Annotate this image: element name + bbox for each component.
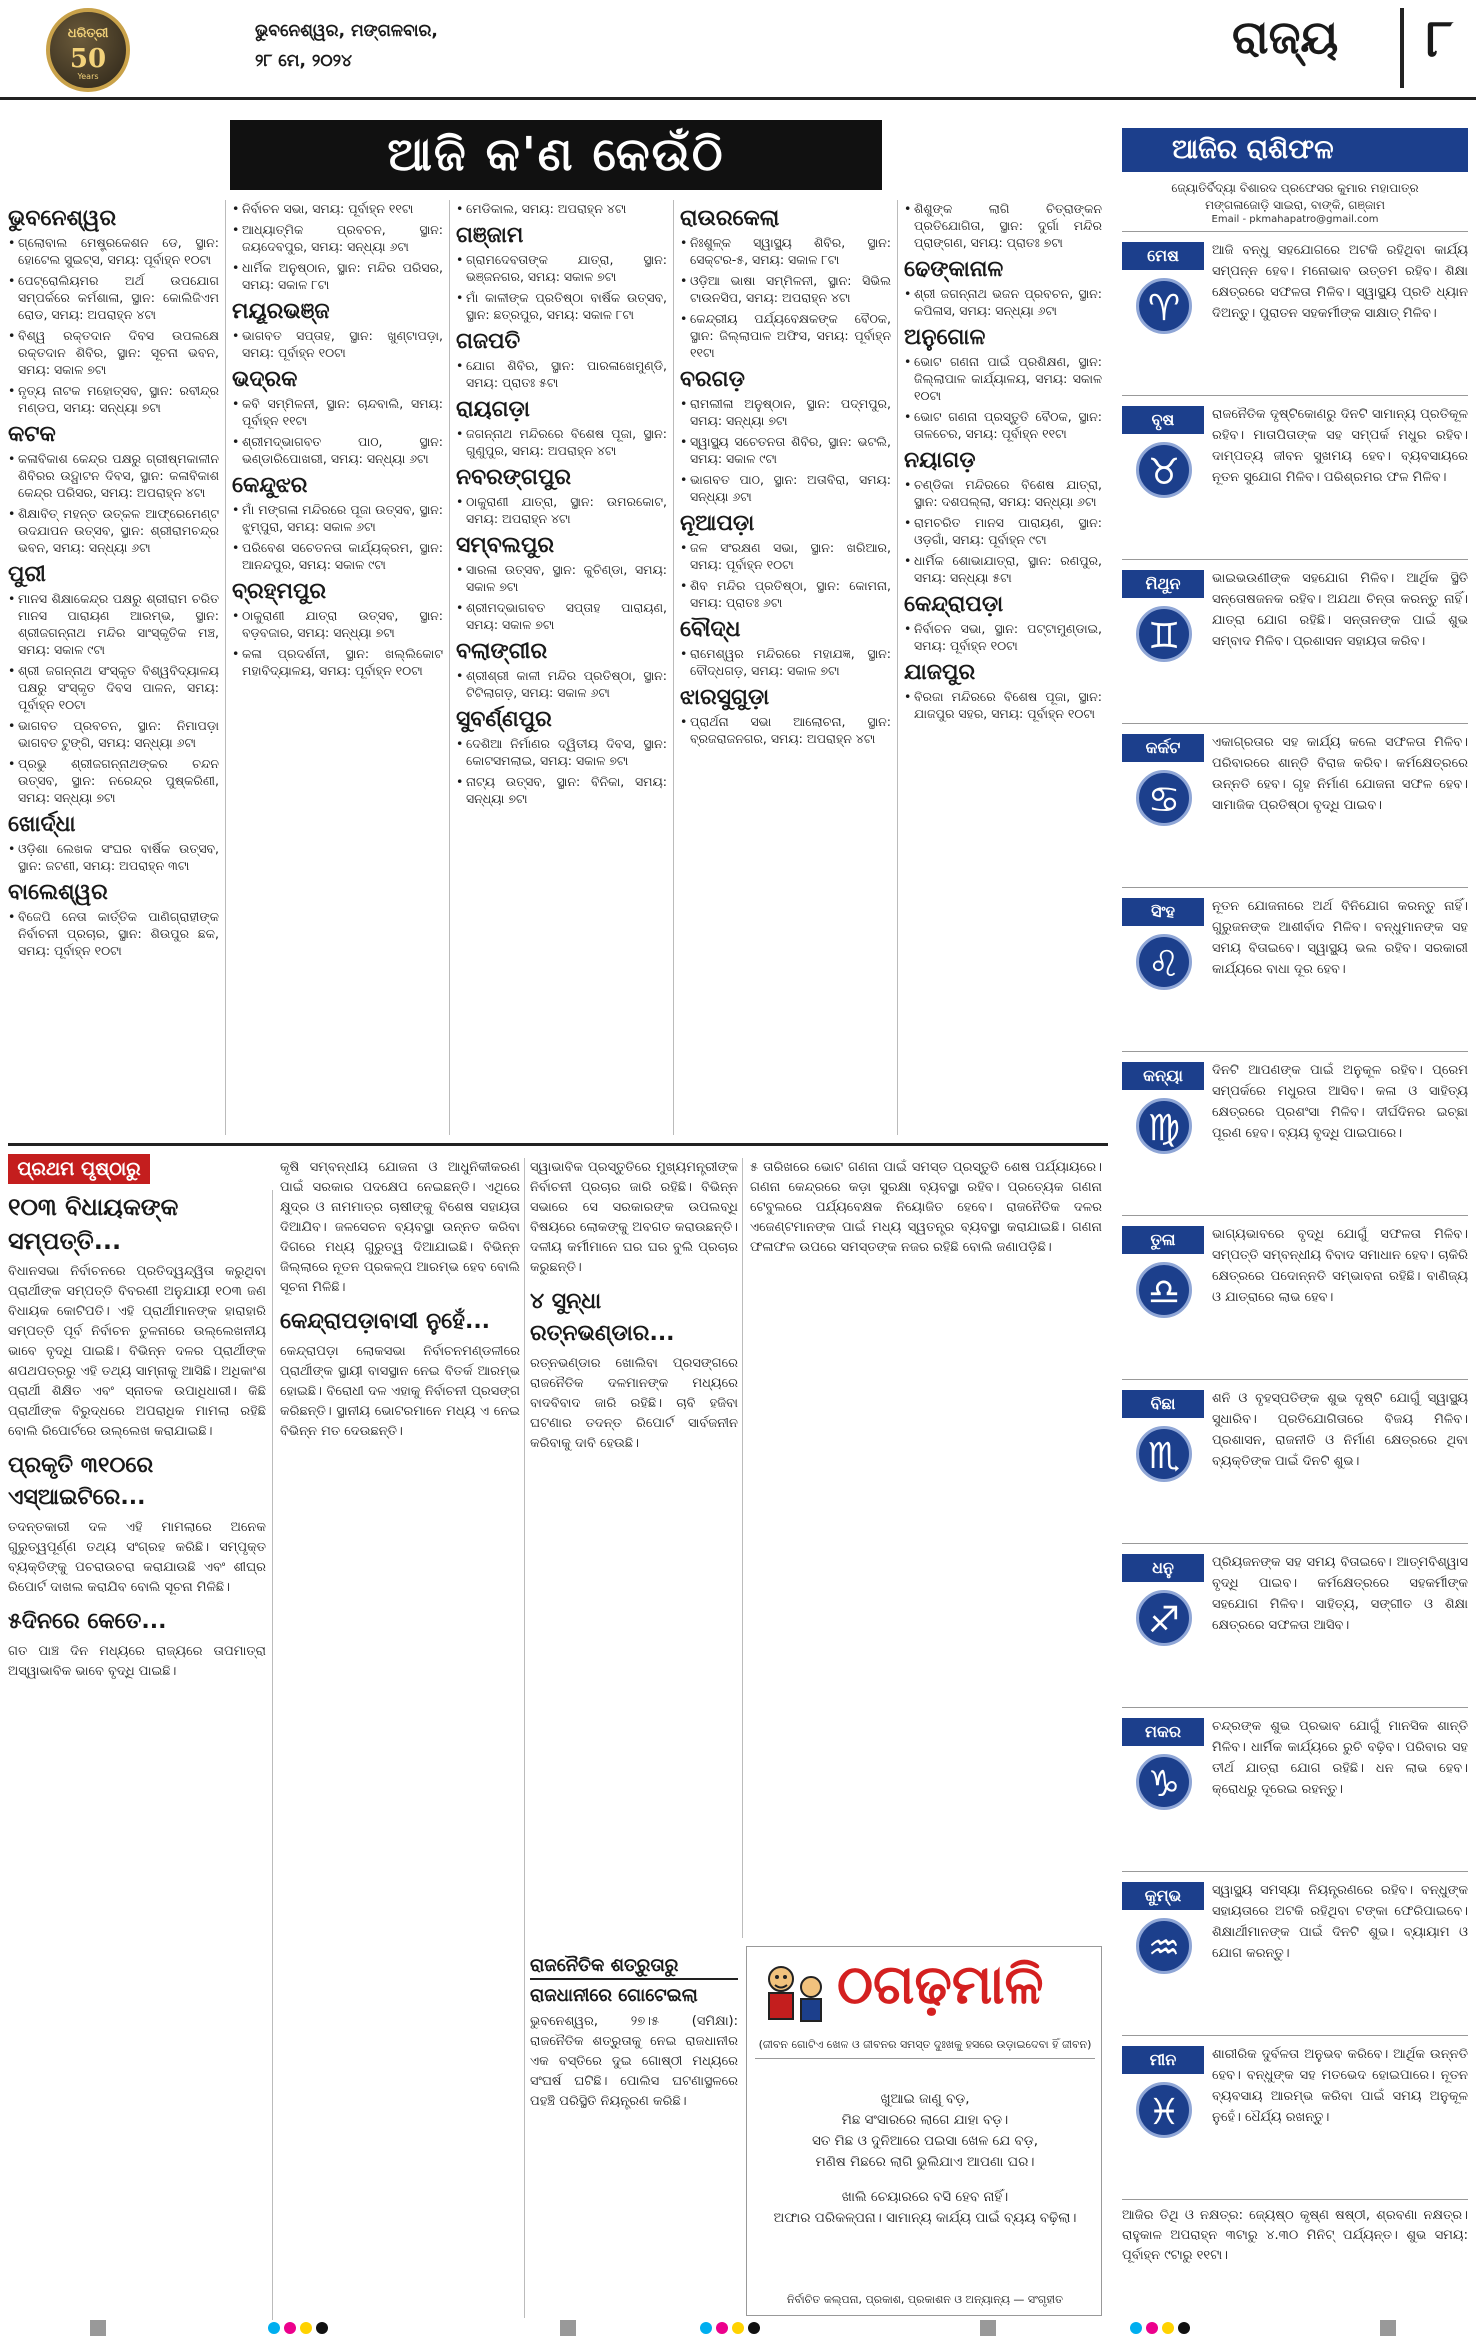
zodiac-entry: [1122, 231, 1468, 395]
cyan-dot: [268, 2322, 280, 2334]
news-column-2: [280, 1158, 520, 2318]
column-rule: [742, 1158, 743, 1938]
event-item: • କେନ୍ଦ୍ରୀୟ ପର୍ଯ୍ୟବେକ୍ଷକଙ୍କ ବୈଠକ, ସ୍ଥାନ: ଜିଲ୍ଲାପାଳ ଅଫିସ, ସମୟ: ପୂର୍ବାହ୍ନ ୧୧ଟା: [680, 310, 891, 361]
thagadmali-credit: ନିର୍ବାଚିତ କଲ୍ପନା, ପ୍ରକାଶ, ପ୍ରକାଶନ ଓ ଅନ୍ୟାନ୍ୟ — ସଂଗୃହୀତ: [786, 2293, 1064, 2306]
black-dot: [748, 2322, 760, 2334]
page-number: ୮: [1400, 8, 1453, 88]
event-city-heading: ବଲାଙ୍ଗୀର: [456, 639, 548, 664]
event-item: • କଳାବିକାଶ କେନ୍ଦ୍ର ପକ୍ଷରୁ ଗ୍ରୀଷ୍ମକାଳୀନ ଶିବିରର ଉଦ୍ଘାଟନ ଦିବସ, ସ୍ଥାନ: କଳାବିକାଶ କେନ୍ଦ୍ର ପରିସର, ସମୟ: ଅପରାହ୍ନ ୪ଟା: [8, 450, 219, 501]
event-item: • ଶିକ୍ଷାବିତ୍ ମହନ୍ତ ଉତ୍କଳ ଆଫ୍ରେମେଣ୍ଟ ଉଦଯାପନ ଉତ୍ସବ, ସ୍ଥାନ: ଶ୍ରୀରାମଚନ୍ଦ୍ର ଭବନ, ସମୟ: ସନ୍ଧ୍ୟା ୬ଟା: [8, 505, 219, 556]
zodiac-symbol-icon: ♓: [1136, 2082, 1192, 2138]
event-city-heading: ନୂଆପଡ଼ା: [680, 511, 755, 536]
dateline-date: ୨୮ ମେ, ୨୦୨୪: [255, 51, 353, 71]
event-city-heading: କେନ୍ଦ୍ରାପଡ଼ା: [904, 592, 1004, 617]
yellow-dot: [732, 2322, 744, 2334]
zodiac-symbol-icon: ♍: [1136, 1098, 1192, 1154]
event-item: • ନିର୍ବାଚନ ସଭା, ସମୟ: ପୂର୍ବାହ୍ନ ୧୧ଟା: [232, 200, 443, 217]
event-item: • ନୃତ୍ୟ ନାଟକ ମହୋତ୍ସବ, ସ୍ଥାନ: ରବୀନ୍ଦ୍ର ମଣ୍ଡପ, ସମୟ: ସନ୍ଧ୍ୟା ୭ଟା: [8, 382, 219, 416]
anniversary-logo: [46, 8, 130, 92]
magenta-dot: [1146, 2322, 1158, 2334]
event-item: • ଭୋଟ ଗଣନା ପାଇଁ ପ୍ରଶିକ୍ଷଣ, ସ୍ଥାନ: ଜିଲ୍ଲାପାଳ କାର୍ଯ୍ୟାଳୟ, ସମୟ: ସକାଳ ୧୦ଟା: [904, 353, 1102, 404]
event-city-heading: ଯାଜପୁର: [904, 660, 976, 685]
verse-line: ମଣିଷ ମିଛରେ ଲାଗି ଭୁଲିଯାଏ ଆପଣା ଘର।: [815, 2154, 1035, 2170]
event-item: • ରାମେଶ୍ୱର ମନ୍ଦିରରେ ମହାଯଜ୍ଞ, ସ୍ଥାନ: ବୌଦ୍ଧଗଡ଼, ସମୟ: ସକାଳ ୭ଟା: [680, 645, 891, 679]
front-page-continuation-label: ପ୍ରଥମ ପୃଷ୍ଠାରୁ: [8, 1154, 150, 1184]
zodiac-name: ମୀନ: [1122, 2046, 1204, 2074]
article-body: ସ୍ୱାଭାବିକ ପ୍ରସ୍ତୁତିରେ ମୁଖ୍ୟମନ୍ତ୍ରୀଙ୍କ ନିର୍ବାଚନୀ ପ୍ରଚାର ଜାରି ରହିଛି। ବିଭିନ୍ନ ସଭାରେ ସେ ସରକାରଙ୍କ ଉପଲବ୍ଧି ବିଷୟରେ ଲୋକଙ୍କୁ ଅବଗତ କରାଉଛନ୍ତି। ଦଳୀୟ କର୍ମୀମାନେ ଘର ଘର ବୁଲି ପ୍ରଚାର କରୁଛନ୍ତି।: [530, 1160, 738, 1275]
cyan-dot: [1130, 2322, 1142, 2334]
yellow-dot: [300, 2322, 312, 2334]
zodiac-forecast: ପ୍ରିୟଜନଙ୍କ ସହ ସମୟ ବିତାଇବେ। ଆତ୍ମବିଶ୍ୱାସ ବୃଦ୍ଧି ପାଇବ। କର୍ମକ୍ଷେତ୍ରରେ ସହକର୍ମୀଙ୍କ ସହଯୋଗ ମିଳିବ। ସାହିତ୍ୟ, ସଙ୍ଗୀତ ଓ ଶିକ୍ଷା କ୍ଷେତ୍ରରେ ସଫଳତା ଆସିବ।: [1212, 1555, 1468, 1633]
event-item: • କବି ସମ୍ମିଳନୀ, ସ୍ଥାନ: ଚାନ୍ଦବାଲି, ସମୟ: ପୂର୍ବାହ୍ନ ୧୧ଟା: [232, 395, 443, 429]
zodiac-entry: [1122, 559, 1468, 723]
cartoon-figure-icon: [755, 1957, 829, 2031]
event-item: • ମାନସ ଶିକ୍ଷାକେନ୍ଦ୍ର ପକ୍ଷରୁ ଶ୍ରୀରାମ ଚରିତ ମାନସ ପାରାୟଣ ଆରମ୍ଭ, ସ୍ଥାନ: ଶ୍ରୀଜଗନ୍ନାଥ ମନ୍ଦିର ସାଂସ୍କୃତିକ ମଞ୍ଚ, ସମୟ: ସକାଳ ୯ଟା: [8, 590, 219, 658]
zodiac-list: [1122, 231, 1468, 2199]
events-column: [8, 200, 226, 1135]
registration-square: [90, 2320, 106, 2336]
event-city-heading: ସମ୍ବଲପୁର: [456, 533, 555, 558]
thagadmali-box: [746, 1946, 1102, 2316]
article-body: କୃଷି ସମ୍ବନ୍ଧୀୟ ଯୋଜନା ଓ ଆଧୁନିକୀକରଣ ପାଇଁ ସରକାର ପଦକ୍ଷେପ ନେଇଛନ୍ତି। ଏଥିରେ କ୍ଷୁଦ୍ର ଓ ନାମମାତ୍ର ଚାଷୀଙ୍କୁ ବିଶେଷ ସହାୟତା ଦିଆଯିବ। ଜଳସେଚନ ବ୍ୟବସ୍ଥା ଉନ୍ନତ କରିବା ଦିଗରେ ମଧ୍ୟ ଗୁରୁତ୍ୱ ଦିଆଯାଇଛି। ବିଭିନ୍ନ ଜିଲ୍ଲାରେ ନୂତନ ପ୍ରକଳ୍ପ ଆରମ୍ଭ ହେବ ବୋଲି ସୂଚନା ମିଳିଛି।: [280, 1160, 520, 1295]
zodiac-forecast: ଶାରୀରିକ ଦୁର୍ବଳତା ଅନୁଭବ କରିବେ। ଆର୍ଥିକ ଉନ୍ନତି ହେବ। ବନ୍ଧୁଙ୍କ ସହ ମତଭେଦ ହୋଇପାରେ। ନୂତନ ବ୍ୟବସାୟ ଆରମ୍ଭ କରିବା ପାଇଁ ସମୟ ଅନୁକୂଳ ନୁହେଁ। ଧୈର୍ଯ୍ୟ ରଖନ୍ତୁ।: [1212, 2047, 1468, 2125]
headline-mla-assets: ୧୦୩ ବିଧାୟକଙ୍କ ସମ୍ପତ୍ତି...: [8, 1193, 179, 1255]
event-item: • ଶ୍ରୀମଦ୍ଭାଗବତ ପାଠ, ସ୍ଥାନ: ଭଣ୍ଡାରିପୋଖରୀ, ସମୟ: ସନ୍ଧ୍ୟା ୬ଟା: [232, 433, 443, 467]
news-column-1: [8, 1190, 266, 2320]
news-column-4: [750, 1158, 1102, 1938]
registration-square: [1380, 2320, 1396, 2336]
article-body: ବିଧାନସଭା ନିର୍ବାଚନରେ ପ୍ରତିଦ୍ୱନ୍ଦ୍ୱିତା କରୁଥିବା ପ୍ରାର୍ଥୀଙ୍କ ସମ୍ପତ୍ତି ବିବରଣୀ ଅନୁଯାୟୀ ୧୦୩ ଜଣ ବିଧାୟକ କୋଟିପତି। ଏହି ପ୍ରାର୍ଥୀମାନଙ୍କ ହାରାହାରି ସମ୍ପତ୍ତି ପୂର୍ବ ନିର୍ବାଚନ ତୁଳନାରେ ଉଲ୍ଲେଖନୀୟ ଭାବେ ବୃଦ୍ଧି ପାଇଛି। ବିଭିନ୍ନ ଦଳର ପ୍ରାର୍ଥୀଙ୍କ ଶପଥପତ୍ରରୁ ଏହି ତଥ୍ୟ ସାମ୍ନାକୁ ଆସିଛି। ଅଧିକାଂଶ ପ୍ରାର୍ଥୀ ଶିକ୍ଷିତ ଏବଂ ସ୍ନାତକ ଉପାଧିଧାରୀ। କିଛି ପ୍ରାର୍ଥୀଙ୍କ ବିରୁଦ୍ଧରେ ଅପରାଧିକ ମାମଲା ରହିଛି ବୋଲି ରିପୋର୍ଟରେ ଉଲ୍ଲେଖ କରାଯାଇଛି।: [8, 1264, 266, 1439]
zodiac-forecast: ଚନ୍ଦ୍ରଙ୍କ ଶୁଭ ପ୍ରଭାବ ଯୋଗୁଁ ମାନସିକ ଶାନ୍ତି ମିଳିବ। ଧାର୍ମିକ କାର୍ଯ୍ୟରେ ରୁଚି ବଢ଼ିବ। ପରିବାର ସହ ତୀର୍ଥ ଯାତ୍ରା ଯୋଗ ରହିଛି। ଧନ ଲାଭ ହେବ। କ୍ରୋଧରୁ ଦୂରେଇ ରହନ୍ତୁ।: [1212, 1719, 1468, 1797]
zodiac-entry: [1122, 1051, 1468, 1215]
event-item: • ଯୋଗ ଶିବିର, ସ୍ଥାନ: ପାରଳାଖେମୁଣ୍ଡି, ସମୟ: ପ୍ରାତଃ ୫ଟା: [456, 357, 667, 391]
verse-line: ସତ ମିଛ ଓ ଦୁନିଆରେ ପଇସା ଖେଳ ଯେ ବଡ଼,: [811, 2133, 1039, 2149]
kicker-political-enmity: ରାଜନୈତିକ ଶତ୍ରୁତାରୁ: [530, 1954, 738, 1980]
event-city-heading: ଗଞ୍ଜାମ: [456, 223, 524, 248]
event-item: • ପ୍ରଭୁ ଶ୍ରୀଜଗନ୍ନାଥଙ୍କର ଚନ୍ଦନ ଉତ୍ସବ, ସ୍ଥାନ: ନରେନ୍ଦ୍ର ପୁଷ୍କରିଣୀ, ସମୟ: ସନ୍ଧ୍ୟା ୭ଟା: [8, 755, 219, 806]
zodiac-name: ବିଛା: [1122, 1390, 1204, 1418]
news-column-3: [530, 1158, 738, 1938]
event-item: • ଗ୍ରାମଦେବତାଙ୍କ ଯାତ୍ରା, ସ୍ଥାନ: ଭଞ୍ଜନଗର, ସମୟ: ସକାଳ ୭ଟା: [456, 251, 667, 285]
event-city-heading: ଢେଙ୍କାନାଳ: [904, 257, 1004, 282]
event-item: • ନାଟ୍ୟ ଉତ୍ସବ, ସ୍ଥାନ: ବିନିକା, ସମୟ: ସନ୍ଧ୍ୟା ୭ଟା: [456, 773, 667, 807]
event-item: • ଭାଗବତ ସପ୍ତାହ, ସ୍ଥାନ: ଖୁଣ୍ଟାପଡ଼ା, ସମୟ: ପୂର୍ବାହ୍ନ ୧୦ଟା: [232, 327, 443, 361]
thagadmali-title: ଠଗଢ଼ମାଳି: [837, 1953, 1044, 2016]
cyan-dot: [700, 2322, 712, 2334]
verse-line: ମିଛ ସଂସାରରେ ଲାଗେ ଯାହା ବଡ଼।: [841, 2112, 1009, 2128]
logo-years: Years: [77, 72, 99, 81]
event-item: • ସ୍ୱାସ୍ଥ୍ୟ ସଚେତନତା ଶିବିର, ସ୍ଥାନ: ଭଟଲି, ସମୟ: ସକାଳ ୯ଟା: [680, 433, 891, 467]
article-body: ଭୁବନେଶ୍ୱର, ୨୭।୫ (ସମିକ୍ଷା): ରାଜନୈତିକ ଶତ୍ରୁତାକୁ ନେଇ ରାଜଧାନୀର ଏକ ବସ୍ତିରେ ଦୁଇ ଗୋଷ୍ଠୀ ମଧ୍ୟରେ ସଂଘର୍ଷ ଘଟିଛି। ପୋଲିସ ଘଟଣାସ୍ଥଳରେ ପହଞ୍ଚି ପରିସ୍ଥିତି ନିୟନ୍ତ୍ରଣ କରିଛି।: [530, 2014, 738, 2109]
event-item: • ଜଳ ସଂରକ୍ଷଣ ସଭା, ସ୍ଥାନ: ଖରିଆର, ସମୟ: ପୂର୍ବାହ୍ନ ୧୦ଟା: [680, 539, 891, 573]
event-item: • ବିଶ୍ୱ ରକ୍ତଦାନ ଦିବସ ଉପଲକ୍ଷେ ରକ୍ତଦାନ ଶିବିର, ସ୍ଥାନ: ସୂଚନା ଭବନ, ସମୟ: ସକାଳ ୭ଟା: [8, 327, 219, 378]
zodiac-forecast: ଦିନଟି ଆପଣଙ୍କ ପାଇଁ ଅନୁକୂଳ ରହିବ। ପ୍ରେମ ସମ୍ପର୍କରେ ମଧୁରତା ଆସିବ। କଳା ଓ ସାହିତ୍ୟ କ୍ଷେତ୍ରରେ ପ୍ରଶଂସା ମିଳିବ। ଦୀର୍ଘଦିନର ଇଚ୍ଛା ପୂରଣ ହେବ। ବ୍ୟୟ ବୃଦ୍ଧି ପାଇପାରେ।: [1212, 1063, 1468, 1141]
registration-square: [560, 2320, 576, 2336]
event-item: • ପରିବେଶ ସଚେତନତା କାର୍ଯ୍ୟକ୍ରମ, ସ୍ଥାନ: ଆନନ୍ଦପୁର, ସମୟ: ସକାଳ ୯ଟା: [232, 539, 443, 573]
verse-line: ଅଫାର ପରିକଳ୍ପନା। ସାମାନ୍ୟ କାର୍ଯ୍ୟ ପାଇଁ ବ୍ୟୟ ବଢ଼ିଲା।: [773, 2210, 1077, 2226]
article-body: ରତ୍ନଭଣ୍ଡାର ଖୋଲିବା ପ୍ରସଙ୍ଗରେ ରାଜନୈତିକ ଦଳମାନଙ୍କ ମଧ୍ୟରେ ବାଦବିବାଦ ଜାରି ରହିଛି। ଚାବି ହଜିବା ଘଟଣାର ତଦନ୍ତ ରିପୋର୍ଟ ସାର୍ବଜନୀନ କରିବାକୁ ଦାବି ହେଉଛି।: [530, 1356, 738, 1451]
yellow-dot: [1162, 2322, 1174, 2334]
zodiac-forecast: ଆଜି ବନ୍ଧୁ ସହଯୋଗରେ ଅଟକି ରହିଥିବା କାର୍ଯ୍ୟ ସମ୍ପନ୍ନ ହେବ। ମନୋଭାବ ଉତ୍ତମ ରହିବ। ଶିକ୍ଷା କ୍ଷେତ୍ରରେ ସଫଳତା ମିଳିବ। ସ୍ୱାସ୍ଥ୍ୟ ପ୍ରତି ଧ୍ୟାନ ଦିଅନ୍ତୁ। ପୁରାତନ ସହକର୍ମୀଙ୍କ ସାକ୍ଷାତ୍ ମିଳିବ।: [1212, 243, 1468, 321]
event-item: • ନିର୍ବାଚନ ସଭା, ସ୍ଥାନ: ପଟ୍ଟାମୁଣ୍ଡାଇ, ସମୟ: ପୂର୍ବାହ୍ନ ୧୦ଟା: [904, 620, 1102, 654]
zodiac-entry: [1122, 1871, 1468, 2035]
event-item: • ଆଧ୍ୟାତ୍ମିକ ପ୍ରବଚନ, ସ୍ଥାନ: ଜୟଦେବପୁର, ସମୟ: ସନ୍ଧ୍ୟା ୬ଟା: [232, 221, 443, 255]
event-city-heading: ଖୋର୍ଦ୍ଧା: [8, 812, 76, 837]
zodiac-symbol-icon: ♊: [1136, 606, 1192, 662]
events-banner: ଆଜି କ'ଣ କେଉଁଠି: [230, 120, 882, 190]
zodiac-forecast: ନୂତନ ଯୋଜନାରେ ଅର୍ଥ ବିନିଯୋଗ କରନ୍ତୁ ନାହିଁ। ଗୁରୁଜନଙ୍କ ଆଶୀର୍ବାଦ ମିଳିବ। ବନ୍ଧୁମାନଙ୍କ ସହ ସମୟ ବିତାଇବେ। ସ୍ୱାସ୍ଥ୍ୟ ଭଲ ରହିବ। ସରକାରୀ କାର୍ଯ୍ୟରେ ବାଧା ଦୂର ହେବ।: [1212, 899, 1468, 977]
events-column: [680, 200, 898, 1135]
verse-line: ଖାଲି ଚେୟାରରେ ବସି ହେବ ନାହିଁ।: [841, 2189, 1009, 2205]
article-body: ଗତ ପାଞ୍ଚ ଦିନ ମଧ୍ୟରେ ରାଜ୍ୟରେ ତାପମାତ୍ରା ଅସ୍ୱାଭାବିକ ଭାବେ ବୃଦ୍ଧି ପାଇଛି।: [8, 1644, 266, 1679]
headline-five-days: ୫ଦିନରେ କେତେ...: [8, 1609, 167, 1634]
dateline: [255, 16, 475, 76]
zodiac-symbol-icon: ♑: [1136, 1754, 1192, 1810]
headline-sit: ପ୍ରକୃତି ୩୧୦ରେ ଏସ୍ଆଇଟିରେ...: [8, 1453, 154, 1510]
event-item: • ଶିବ ମନ୍ଦିର ପ୍ରତିଷ୍ଠା, ସ୍ଥାନ: କୋମନା, ସମୟ: ପ୍ରାତଃ ୬ଟା: [680, 577, 891, 611]
zodiac-symbol-icon: ♐: [1136, 1590, 1192, 1646]
event-item: • ଶିଶୁଙ୍କ ଲାଗି ଚିତ୍ରାଙ୍କନ ପ୍ରତିଯୋଗିତା, ସ୍ଥାନ: ଦୁର୍ଗା ମନ୍ଦିର ପ୍ରାଙ୍ଗଣ, ସମୟ: ପ୍ରାତଃ ୭ଟା: [904, 200, 1102, 251]
event-city-heading: ବ୍ରହ୍ମପୁର: [232, 579, 327, 604]
zodiac-name: ମିଥୁନ: [1122, 570, 1204, 598]
magenta-dot: [716, 2322, 728, 2334]
zodiac-name: ଧନୁ: [1122, 1554, 1204, 1582]
event-item: • ବିରଜା ମନ୍ଦିରରେ ବିଶେଷ ପୂଜା, ସ୍ଥାନ: ଯାଜପୁର ସହର, ସମୟ: ପୂର୍ବାହ୍ନ ୧୦ଟା: [904, 688, 1102, 722]
event-item: • ମେଡିକାଲ, ସମୟ: ଅପରାହ୍ନ ୪ଟା: [456, 200, 667, 217]
event-city-heading: ବୌଦ୍ଧ: [680, 617, 741, 642]
news-section: [8, 1143, 1108, 2323]
almanac-note: ଆଜିର ତିଥି ଓ ନକ୍ଷତ୍ର: ଜ୍ୟେଷ୍ଠ କୃଷ୍ଣ ଷଷ୍ଠୀ, ଶ୍ରବଣା ନକ୍ଷତ୍ର। ରାହୁକାଳ ଅପରାହ୍ନ ୩ଟାରୁ ୪.୩୦ ମିନିଟ୍ ପର୍ଯ୍ୟନ୍ତ। ଶୁଭ ସମୟ: ପୂର୍ବାହ୍ନ ୯ଟାରୁ ୧୧ଟା।: [1122, 2199, 1468, 2266]
horoscope-sidebar: [1122, 128, 1468, 2338]
event-city-heading: ରାଉରକେଲା: [680, 206, 780, 231]
logo-wordmark: ଧରିତ୍ରୀ: [67, 26, 109, 41]
event-item: • ମାଁ କାଳୀଙ୍କ ପ୍ରତିଷ୍ଠା ବାର୍ଷିକ ଉତ୍ସବ, ସ୍ଥାନ: ଛତ୍ରପୁର, ସମୟ: ସକାଳ ୮ଟା: [456, 289, 667, 323]
event-item: • ଧାର୍ମିକ ଅନୁଷ୍ଠାନ, ସ୍ଥାନ: ମନ୍ଦିର ପରିସର, ସମୟ: ସକାଳ ୮ଟା: [232, 259, 443, 293]
section-title: ରାଜ୍ୟ: [1232, 10, 1339, 64]
event-item: • ରାମଲୀଳା ଅନୁଷ୍ଠାନ, ସ୍ଥାନ: ପଦ୍ମପୁର, ସମୟ: ସନ୍ଧ୍ୟା ୭ଟା: [680, 395, 891, 429]
zodiac-entry: [1122, 1543, 1468, 1707]
black-dot: [316, 2322, 328, 2334]
event-item: • ଜଗନ୍ନାଥ ମନ୍ଦିରରେ ବିଶେଷ ପୂଜା, ସ୍ଥାନ: ଗୁଣୁପୁର, ସମୟ: ଅପରାହ୍ନ ୪ଟା: [456, 425, 667, 459]
headline-kendrapada: କେନ୍ଦ୍ରାପଡ଼ାବାସୀ ନୁହେଁ...: [280, 1309, 491, 1334]
zodiac-entry: [1122, 1379, 1468, 1543]
event-city-heading: କଟକ: [8, 422, 56, 447]
magenta-dot: [284, 2322, 296, 2334]
registration-square: [980, 2320, 996, 2336]
event-city-heading: ବରଗଡ଼: [680, 367, 745, 392]
column-rule: [524, 1158, 525, 2318]
event-item: • ଚଣ୍ଡିକା ମନ୍ଦିରରେ ବିଶେଷ ଯାତ୍ରା, ସ୍ଥାନ: ଦଶପଲ୍ଲା, ସମୟ: ସନ୍ଧ୍ୟା ୬ଟା: [904, 476, 1102, 510]
event-item: • ଦେଶିଆ ନିର୍ମାଣର ଦ୍ୱିତୀୟ ଦିବସ, ସ୍ଥାନ: କୋଟସମଲାଇ, ସମୟ: ସକାଳ ୭ଟା: [456, 735, 667, 769]
zodiac-entry: [1122, 887, 1468, 1051]
astrologer-address: ମଙ୍ଗଳାଜୋଡ଼ି ସାଇରା, ବାଙ୍କି, ଗଞ୍ଜାମ: [1205, 198, 1385, 212]
astrologer-name: ଜ୍ୟୋତିର୍ବିଦ୍ୟା ବିଶାରଦ ପ୍ରଫେସର କୁମାର ମହାପାତ୍ର: [1171, 181, 1419, 195]
events-column: [456, 200, 674, 1135]
zodiac-symbol-icon: ♎: [1136, 1262, 1192, 1318]
event-item: • ଧାର୍ମିକ ଶୋଭାଯାତ୍ରା, ସ୍ଥାନ: ରଣପୁର, ସମୟ: ସନ୍ଧ୍ୟା ୫ଟା: [904, 552, 1102, 586]
event-city-heading: ସୁବର୍ଣ୍ଣପୁର: [456, 707, 552, 732]
headline-ratna-bhandar: ୪ ସୁନ୍ଧା ରତ୍ନଭଣ୍ଡାର...: [530, 1289, 675, 1346]
event-item: • ଶ୍ରୀମଦ୍ଭାଗବତ ସପ୍ତାହ ପାରାୟଣ, ସମୟ: ସକାଳ ୭ଟା: [456, 599, 667, 633]
zodiac-name: ତୁଳା: [1122, 1226, 1204, 1254]
zodiac-name: କର୍କଟ: [1122, 734, 1204, 762]
zodiac-name: ବୃଷ: [1122, 406, 1204, 434]
event-item: • ବିଜେପି ନେତା କାର୍ତ୍ତିକ ପାଣିଗ୍ରାହୀଙ୍କ ନିର୍ବାଚନୀ ପ୍ରଚାର, ସ୍ଥାନ: ଶିଉପୁର ଛକ, ସମୟ: ପୂର୍ବାହ୍ନ ୧୦ଟା: [8, 908, 219, 959]
headline-capital-clash: ରାଜଧାନୀରେ ଗୋଟେଇଲା: [530, 1985, 698, 2006]
event-item: • ରାମଚରିତ ମାନସ ପାରାୟଣ, ସ୍ଥାନ: ଓଡ଼ଗାଁ, ସମୟ: ପୂର୍ବାହ୍ନ ୯ଟା: [904, 514, 1102, 548]
events-column: [904, 200, 1108, 1135]
verse-line: ଖୁଆଇ ଜାଣୁ ବଡ଼,: [880, 2091, 970, 2107]
event-item: • ଶ୍ରୀଶ୍ରୀ କାଳୀ ମନ୍ଦିର ପ୍ରତିଷ୍ଠା, ସ୍ଥାନ: ଟିଟିଲାଗଡ଼, ସମୟ: ସକାଳ ୬ଟା: [456, 667, 667, 701]
event-city-heading: ଭଦ୍ରକ: [232, 367, 298, 392]
event-city-heading: ଗଜପତି: [456, 329, 521, 354]
event-item: • ସାରଳା ଉତ୍ସବ, ସ୍ଥାନ: କୁଚିଣ୍ଡା, ସମୟ: ସକାଳ ୭ଟା: [456, 561, 667, 595]
event-item: • ଶ୍ରୀ ଜଗନ୍ନାଥ ସଂସ୍କୃତ ବିଶ୍ୱବିଦ୍ୟାଳୟ ପକ୍ଷରୁ ସଂସ୍କୃତ ଦିବସ ପାଳନ, ସମୟ: ପୂର୍ବାହ୍ନ ୧୦ଟା: [8, 662, 219, 713]
zodiac-forecast: ଭାଇଭଉଣୀଙ୍କ ସହଯୋଗ ମିଳିବ। ଆର୍ଥିକ ସ୍ଥିତି ସନ୍ତୋଷଜନକ ରହିବ। ଅଯଥା ଚିନ୍ତା କରନ୍ତୁ ନାହିଁ। ଯାତ୍ରା ଯୋଗ ରହିଛି। ସନ୍ତାନଙ୍କ ପାଇଁ ଶୁଭ ସମ୍ବାଦ ମିଳିବ। ପ୍ରଶାସନ ସହାୟତା କରିବ।: [1212, 571, 1468, 649]
astrologer-email: Email - pkmahapatro@gmail.com: [1211, 214, 1379, 225]
event-item: • ଠାକୁରାଣୀ ଯାତ୍ରା ଉତ୍ସବ, ସ୍ଥାନ: ବଡ଼ବଜାର, ସମୟ: ସନ୍ଧ୍ୟା ୭ଟା: [232, 607, 443, 641]
zodiac-name: ମକର: [1122, 1718, 1204, 1746]
event-item: • କଳା ପ୍ରଦର୍ଶନୀ, ସ୍ଥାନ: ଖଲ୍ଲିକୋଟ ମହାବିଦ୍ୟାଳୟ, ସମୟ: ପୂର୍ବାହ୍ନ ୧୦ଟା: [232, 645, 443, 679]
zodiac-forecast: ଭାଗ୍ୟଭାବରେ ବୃଦ୍ଧି ଯୋଗୁଁ ସଫଳତା ମିଳିବ। ସମ୍ପତ୍ତି ସମ୍ବନ୍ଧୀୟ ବିବାଦ ସମାଧାନ ହେବ। ଚାକିରି କ୍ଷେତ୍ରରେ ପଦୋନ୍ନତି ସମ୍ଭାବନା ରହିଛି। ବାଣିଜ୍ୟ ଓ ଯାତ୍ରାରେ ଲାଭ ହେବ।: [1212, 1227, 1468, 1305]
event-item: • ଓଡ଼ିଆ ଭାଷା ସମ୍ମିଳନୀ, ସ୍ଥାନ: ସିଭିଲ ଟାଉନସିପ, ସମୟ: ଅପରାହ୍ନ ୪ଟା: [680, 272, 891, 306]
zodiac-symbol-icon: ♌: [1136, 934, 1192, 990]
zodiac-entry: [1122, 2035, 1468, 2199]
event-city-heading: ନୟାଗଡ଼: [904, 448, 976, 473]
event-item: • ନିଃଶୁଳ୍କ ସ୍ୱାସ୍ଥ୍ୟ ଶିବିର, ସ୍ଥାନ: ସେକ୍ଟର-୫, ସମୟ: ସକାଳ ୮ଟା: [680, 234, 891, 268]
event-city-heading: ବାଲେଶ୍ୱର: [8, 880, 108, 905]
horoscope-header: ଆଜିର ରାଶିଫଳ: [1122, 128, 1468, 172]
article-body: ୫ ତାରିଖରେ ଭୋଟ ଗଣନା ପାଇଁ ସମସ୍ତ ପ୍ରସ୍ତୁତି ଶେଷ ପର୍ଯ୍ୟାୟରେ। ଗଣନା କେନ୍ଦ୍ରରେ କଡ଼ା ସୁରକ୍ଷା ବ୍ୟବସ୍ଥା ରହିବ। ପ୍ରତ୍ୟେକ ଗଣନା ଟେବୁଲରେ ପର୍ଯ୍ୟବେକ୍ଷକ ନିୟୋଜିତ ହେବେ। ରାଜନୈତିକ ଦଳର ଏଜେଣ୍ଟମାନଙ୍କ ପାଇଁ ମଧ୍ୟ ସ୍ୱତନ୍ତ୍ର ବ୍ୟବସ୍ଥା କରାଯାଇଛି। ଗଣନା ଫଳାଫଳ ଉପରେ ସମସ୍ତଙ୍କ ନଜର ରହିଛି ବୋଲି ଜଣାପଡ଼ିଛି।: [750, 1160, 1102, 1255]
dateline-place-day: ଭୁବନେଶ୍ୱର, ମଙ୍ଗଳବାର,: [255, 21, 438, 41]
zodiac-name: ମେଷ: [1122, 242, 1204, 270]
zodiac-entry: [1122, 1707, 1468, 1871]
thagadmali-tagline: (ଜୀବନ ଗୋଟିଏ ଖେଳ ଓ ଜୀବନର ସମସ୍ତ ଦୁଃଖକୁ ହସରେ ଉଡ଼ାଇଦେବା ହିଁ ଜୀବନ): [755, 2037, 1095, 2059]
event-item: • ଭାଗବତ ପ୍ରବଚନ, ସ୍ଥାନ: ନିମାପଡ଼ା ଭାଗବତ ଟୁଙ୍ଗି, ସମୟ: ସନ୍ଧ୍ୟା ୬ଟା: [8, 717, 219, 751]
event-item: • ମାଁ ମଙ୍ଗଳା ମନ୍ଦିରରେ ପୂଜା ଉତ୍ସବ, ସ୍ଥାନ: ଝୁମ୍ପୁରା, ସମୟ: ସକାଳ ୬ଟା: [232, 501, 443, 535]
event-city-heading: ନବରଙ୍ଗପୁର: [456, 465, 572, 490]
event-city-heading: ଝାରସୁଗୁଡ଼ା: [680, 685, 770, 710]
events-listing: [8, 200, 1108, 1135]
event-city-heading: ଭୁବନେଶ୍ୱର: [8, 206, 117, 231]
thagadmali-verse: [755, 2089, 1095, 2229]
zodiac-symbol-icon: ♋: [1136, 770, 1192, 826]
column-rule: [272, 1190, 273, 2320]
zodiac-entry: [1122, 1215, 1468, 1379]
zodiac-forecast: ରାଜନୈତିକ ଦୃଷ୍ଟିକୋଣରୁ ଦିନଟି ସାମାନ୍ୟ ପ୍ରତିକୂଳ ରହିବ। ମାତାପିତାଙ୍କ ସହ ସମ୍ପର୍କ ମଧୁର ରହିବ। ଦାମ୍ପତ୍ୟ ଜୀବନ ସୁଖମୟ ହେବ। ବ୍ୟବସାୟରେ ନୂତନ ସୁଯୋଗ ମିଳିବ। ପରିଶ୍ରମର ଫଳ ମିଳିବ।: [1212, 407, 1468, 485]
logo-number: 50: [69, 44, 107, 74]
event-item: • ଗ୍ଲୋବାଲ ମେଷ୍ଟ୍ରକେଶନ ଡେ, ସ୍ଥାନ: ହୋଟେଲ ସୁଇଟ୍ସ, ସମୟ: ପୂର୍ବାହ୍ନ ୧୦ଟା: [8, 234, 219, 268]
zodiac-name: ସିଂହ: [1122, 898, 1204, 926]
masthead: [0, 0, 1476, 100]
event-item: • ଭାଗବତ ପାଠ, ସ୍ଥାନ: ଅତାବିରା, ସମୟ: ସନ୍ଧ୍ୟା ୬ଟା: [680, 471, 891, 505]
event-city-heading: କେନ୍ଦୁଝର: [232, 473, 308, 498]
article-body: ତଦନ୍ତକାରୀ ଦଳ ଏହି ମାମଲାରେ ଅନେକ ଗୁରୁତ୍ୱପୂର୍ଣ୍ଣ ତଥ୍ୟ ସଂଗ୍ରହ କରିଛି। ସମ୍ପୃକ୍ତ ବ୍ୟକ୍ତିଙ୍କୁ ପଚରାଉଚରା କରାଯାଉଛି ଏବଂ ଶୀଘ୍ର ରିପୋର୍ଟ ଦାଖଲ କରାଯିବ ବୋଲି ସୂଚନା ମିଳିଛି।: [8, 1520, 266, 1595]
article-body: କେନ୍ଦ୍ରାପଡ଼ା ଲୋକସଭା ନିର୍ବାଚନମଣ୍ଡଳୀରେ ପ୍ରାର୍ଥୀଙ୍କ ସ୍ଥାୟୀ ବାସସ୍ଥାନ ନେଇ ବିତର୍କ ଆରମ୍ଭ ହୋଇଛି। ବିରୋଧୀ ଦଳ ଏହାକୁ ନିର୍ବାଚନୀ ପ୍ରସଙ୍ଗ କରିଛନ୍ତି। ସ୍ଥାନୀୟ ଭୋଟରମାନେ ମଧ୍ୟ ଏ ନେଇ ବିଭିନ୍ନ ମତ ଦେଉଛନ୍ତି।: [280, 1344, 520, 1439]
print-registration-marks: [0, 2318, 1476, 2339]
zodiac-entry: [1122, 395, 1468, 559]
zodiac-forecast: ଏକାଗ୍ରତାର ସହ କାର୍ଯ୍ୟ କଲେ ସଫଳତା ମିଳିବ। ପରିବାରରେ ଶାନ୍ତି ବିରାଜ କରିବ। କର୍ମକ୍ଷେତ୍ରରେ ଉନ୍ନତି ହେବ। ଗୃହ ନିର୍ମାଣ ଯୋଜନା ସଫଳ ହେବ। ସାମାଜିକ ପ୍ରତିଷ୍ଠା ବୃଦ୍ଧି ପାଇବ।: [1212, 735, 1468, 813]
event-item: • ପ୍ରାର୍ଥନା ସଭା ଆଲୋଚନା, ସ୍ଥାନ: ବ୍ରଜରାଜନଗର, ସମୟ: ଅପରାହ୍ନ ୪ଟା: [680, 713, 891, 747]
black-dot: [1178, 2322, 1190, 2334]
event-city-heading: ମୟୂରଭଞ୍ଜ: [232, 299, 330, 324]
zodiac-forecast: ଶନି ଓ ବୃହସ୍ପତିଙ୍କ ଶୁଭ ଦୃଷ୍ଟି ଯୋଗୁଁ ସ୍ୱାସ୍ଥ୍ୟ ସୁଧାରିବ। ପ୍ରତିଯୋଗିତାରେ ବିଜୟ ମିଳିବ। ପ୍ରଶାସନ, ରାଜନୀତି ଓ ନିର୍ମାଣ କ୍ଷେତ୍ରରେ ଥିବା ବ୍ୟକ୍ତିଙ୍କ ପାଇଁ ଦିନଟି ଶୁଭ।: [1212, 1391, 1468, 1469]
zodiac-symbol-icon: ♒: [1136, 1918, 1192, 1974]
zodiac-symbol-icon: ♉: [1136, 442, 1192, 498]
zodiac-symbol-icon: ♈: [1136, 278, 1192, 334]
zodiac-forecast: ସ୍ୱାସ୍ଥ୍ୟ ସମସ୍ୟା ନିୟନ୍ତ୍ରଣରେ ରହିବ। ବନ୍ଧୁଙ୍କ ସହାୟତାରେ ଅଟକି ରହିଥିବା ଟଙ୍କା ଫେରିପାଇବେ। ଶିକ୍ଷାର୍ଥୀମାନଙ୍କ ପାଇଁ ଦିନଟି ଶୁଭ। ବ୍ୟାୟାମ ଓ ଯୋଗ କରନ୍ତୁ।: [1212, 1883, 1468, 1961]
event-item: • ପେଟ୍ରୋଲିୟମର ଅର୍ଥ ଉପଯୋଗ ସମ୍ପର୍କରେ କର୍ମଶାଳା, ସ୍ଥାନ: କୋଲିଜିଏମ ରୋଡ, ସମୟ: ଅପରାହ୍ନ ୪ଟା: [8, 272, 219, 323]
event-item: • ଠାକୁରାଣୀ ଯାତ୍ରା, ସ୍ଥାନ: ଉମରକୋଟ, ସମୟ: ଅପରାହ୍ନ ୪ଟା: [456, 493, 667, 527]
event-city-heading: ଅନୁଗୋଳ: [904, 325, 986, 350]
event-item: • ଭୋଟ ଗଣନା ପ୍ରସ୍ତୁତି ବୈଠକ, ସ୍ଥାନ: ତାଳଚେର, ସମୟ: ପୂର୍ବାହ୍ନ ୧୧ଟା: [904, 408, 1102, 442]
event-city-heading: ପୁରୀ: [8, 562, 46, 587]
zodiac-name: କୁମ୍ଭ: [1122, 1882, 1204, 1910]
events-column: [232, 200, 450, 1135]
zodiac-entry: [1122, 723, 1468, 887]
event-item: • ଓଡ଼ିଶା ଲେଖକ ସଂଘର ବାର୍ଷିକ ଉତ୍ସବ, ସ୍ଥାନ: ଜଟଣୀ, ସମୟ: ଅପରାହ୍ନ ୩ଟା: [8, 840, 219, 874]
event-city-heading: ରାୟଗଡ଼ା: [456, 397, 530, 422]
zodiac-symbol-icon: ♏: [1136, 1426, 1192, 1482]
event-item: • ଶ୍ରୀ ଜଗନ୍ନାଥ ଭଜନ ପ୍ରବଚନ, ସ୍ଥାନ: କପିଳାସ, ସମୟ: ସନ୍ଧ୍ୟା ୬ଟା: [904, 285, 1102, 319]
zodiac-name: କନ୍ୟା: [1122, 1062, 1204, 1090]
